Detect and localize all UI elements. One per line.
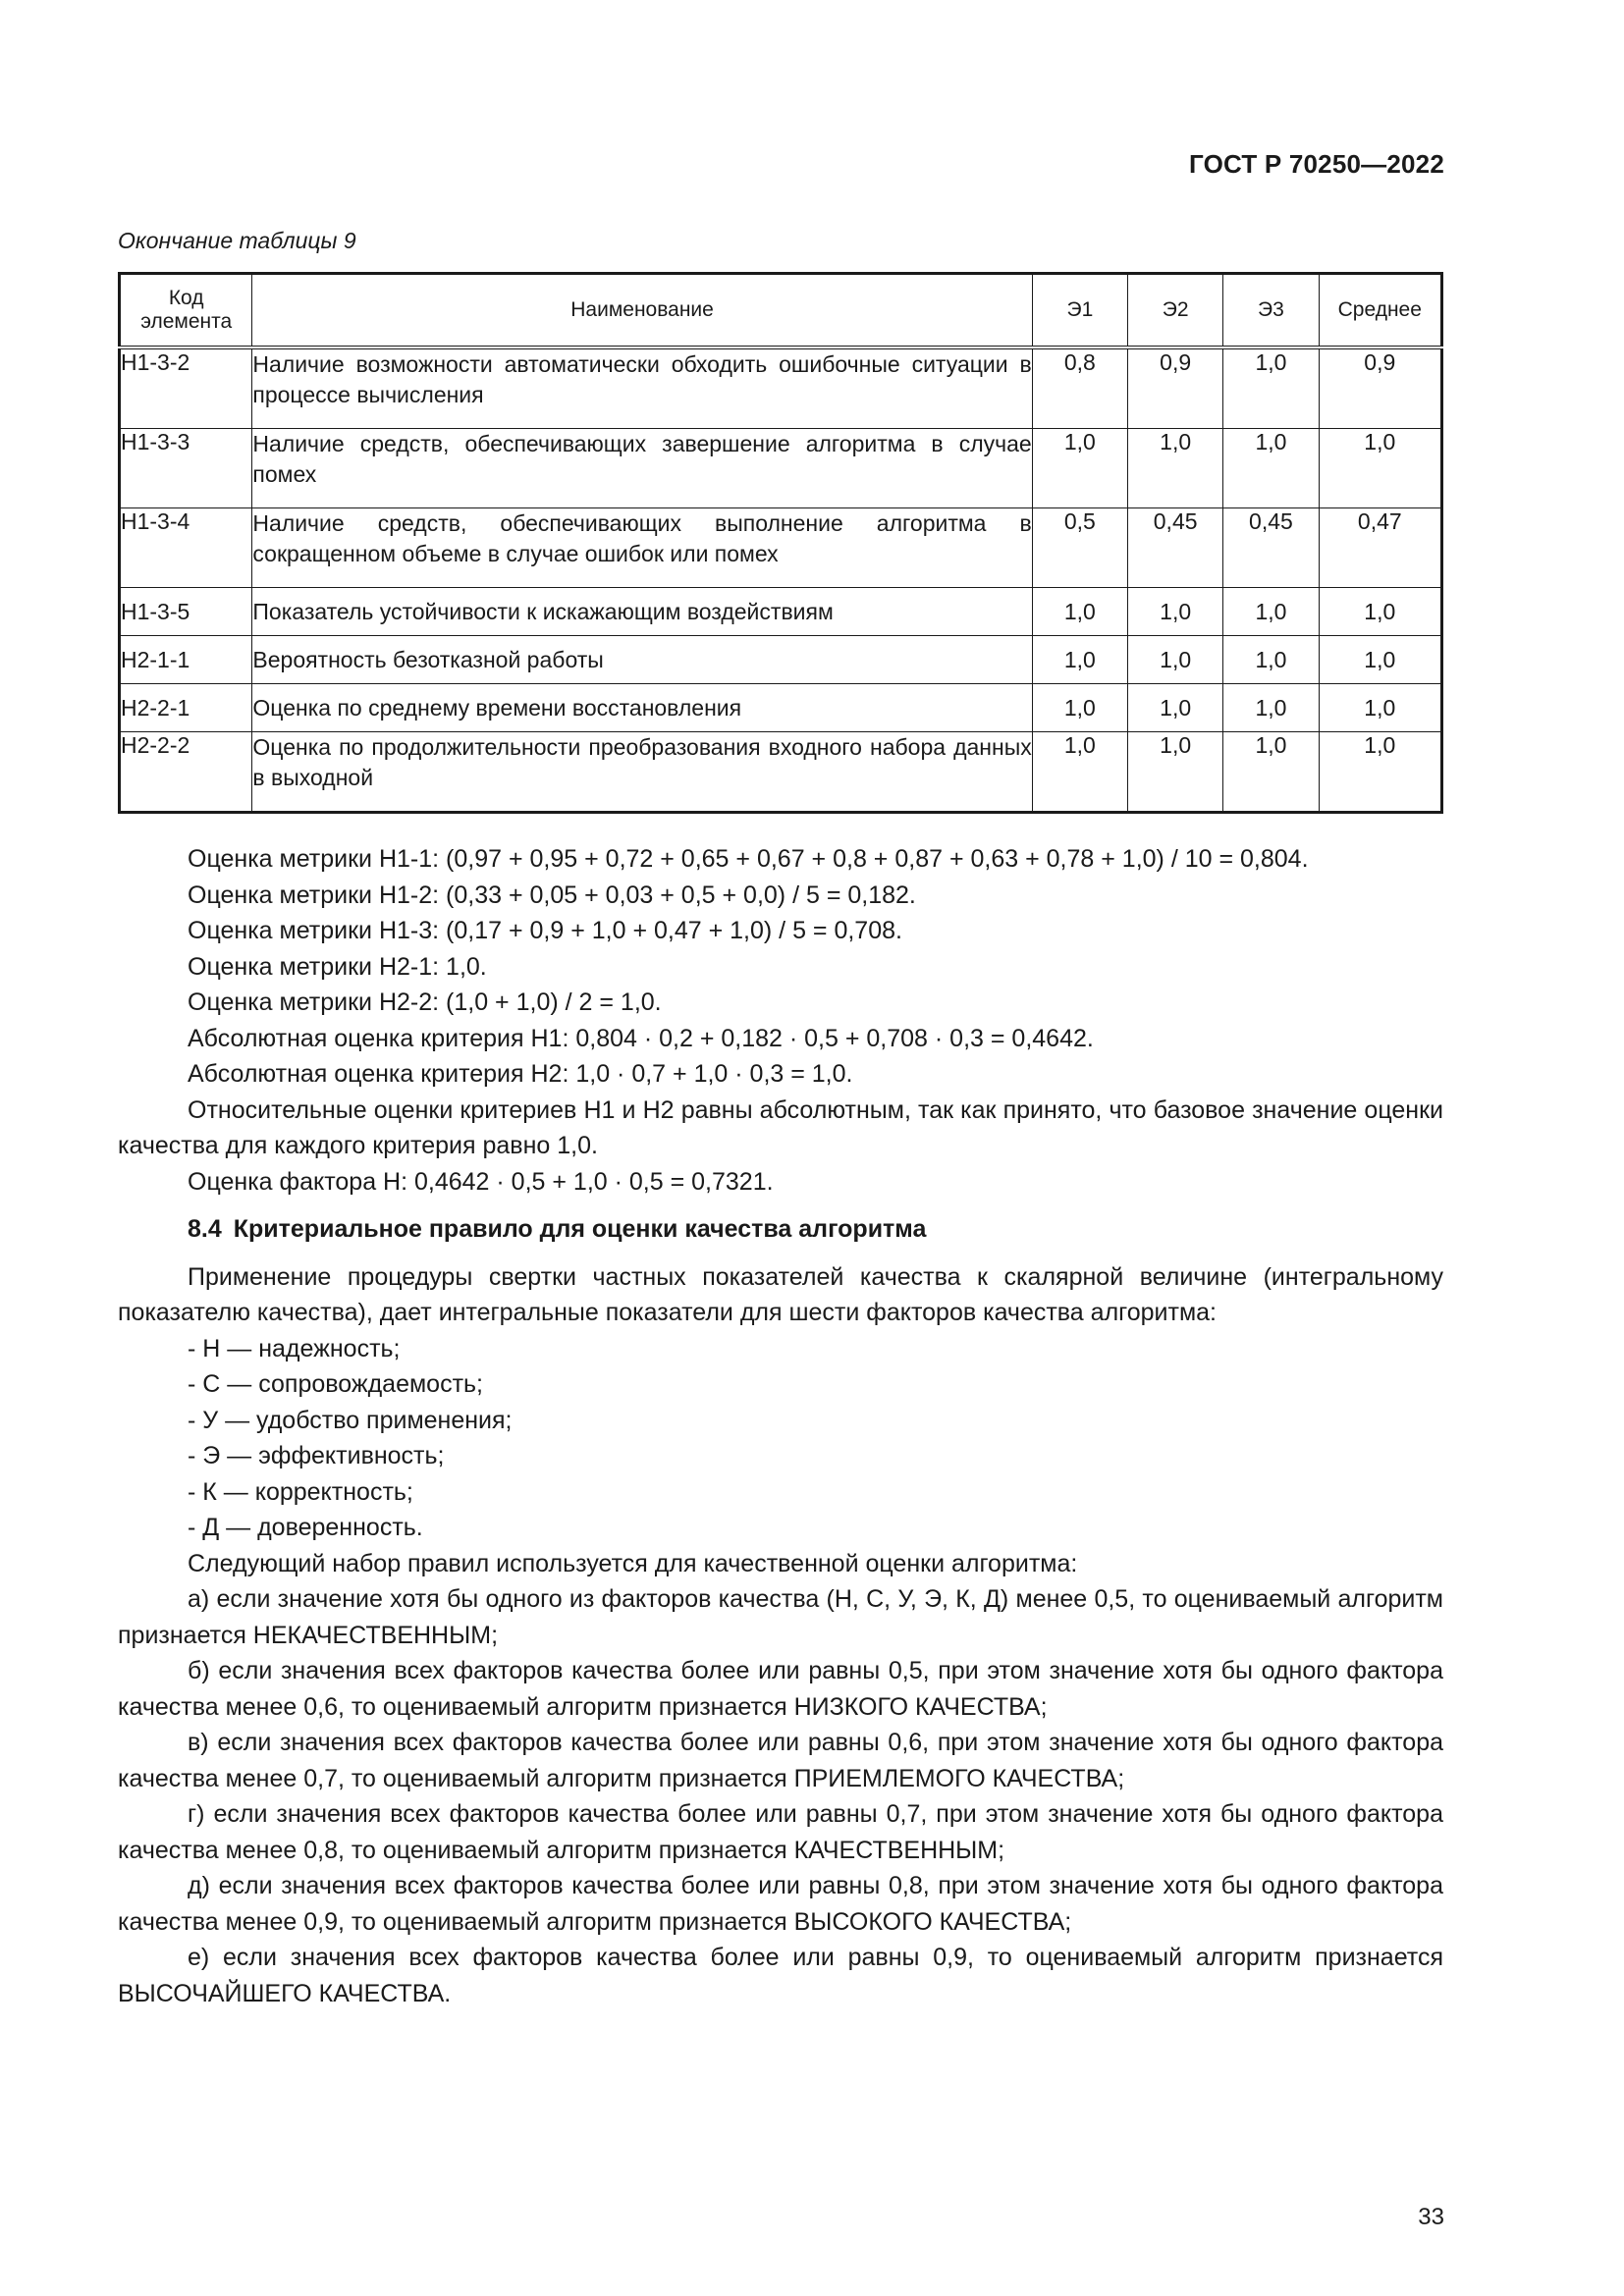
cell-e2: 1,0: [1128, 636, 1223, 684]
rule-item: б) если значения всех факторов качества более или равны 0,5, при этом значение хотя бы одного фактора качества менее 0,6, то оцениваемый алгоритм признается НИЗКОГО КАЧЕСТВА;: [118, 1657, 1443, 1721]
column-header-e1: Э1: [1032, 274, 1127, 348]
section-number: 8.4: [188, 1215, 222, 1243]
factor-item: - С — сопровождаемость;: [188, 1370, 484, 1398]
table-row: [120, 636, 1442, 684]
cell-avg: 1,0: [1319, 684, 1441, 732]
cell-code: Н2-2-1: [120, 684, 252, 732]
cell-e3: 1,0: [1223, 636, 1319, 684]
cell-e1: 1,0: [1032, 429, 1127, 508]
table-row: [120, 588, 1442, 636]
cell-avg: 1,0: [1319, 636, 1441, 684]
cell-code: Н1-3-5: [120, 588, 252, 636]
cell-name: Оценка по продолжительности преобразования входного набора данных в выходной: [252, 732, 1032, 813]
table-caption: Окончание таблицы 9: [118, 228, 356, 253]
cell-e2: 0,45: [1128, 508, 1223, 588]
rule-item: в) если значения всех факторов качества более или равны 0,6, при этом значение хотя бы одного фактора качества менее 0,7, то оцениваемый алгоритм признается ПРИЕМЛЕМОГО КАЧЕСТВА;: [118, 1729, 1443, 1792]
table-9: [118, 272, 1443, 814]
section-heading: [118, 1211, 1443, 1248]
document-header: ГОСТ Р 70250—2022: [1189, 149, 1444, 179]
cell-e3: 0,45: [1223, 508, 1319, 588]
document-body: [118, 841, 1443, 2011]
column-header-avg: Среднее: [1319, 274, 1441, 348]
column-header-code: Код элемента: [120, 274, 252, 348]
page-number: 33: [1418, 2204, 1444, 2230]
calc-line: Оценка фактора Н: 0,4642 · 0,5 + 1,0 · 0,5 = 0,7321.: [188, 1167, 774, 1196]
cell-avg: 0,47: [1319, 508, 1441, 588]
cell-name: Показатель устойчивости к искажающим воздействиям: [252, 588, 1032, 636]
calc-line: Оценка метрики Н1-1: (0,97 + 0,95 + 0,72 + 0,65 + 0,67 + 0,8 + 0,87 + 0,63 + 0,78 + 1,0) / 10 = 0,804.: [188, 845, 1309, 873]
cell-avg: 1,0: [1319, 732, 1441, 813]
cell-e1: 0,8: [1032, 347, 1127, 429]
rule-item: а) если значение хотя бы одного из факторов качества (Н, С, У, Э, К, Д) менее 0,5, то оцениваемый алгоритм признается НЕКАЧЕСТВЕННЫМ;: [118, 1585, 1443, 1649]
cell-e3: 1,0: [1223, 732, 1319, 813]
factor-item: - У — удобство применения;: [188, 1406, 513, 1434]
cell-e1: 0,5: [1032, 508, 1127, 588]
rules-intro: Следующий набор правил используется для качественной оценки алгоритма:: [188, 1549, 1078, 1577]
table-row: [120, 347, 1442, 429]
calc-line: Оценка метрики Н1-2: (0,33 + 0,05 + 0,03 + 0,5 + 0,0) / 5 = 0,182.: [188, 881, 916, 909]
factor-item: - Н — надежность;: [188, 1334, 401, 1362]
cell-avg: 1,0: [1319, 429, 1441, 508]
cell-e2: 1,0: [1128, 684, 1223, 732]
cell-e3: 1,0: [1223, 684, 1319, 732]
table-row: [120, 732, 1442, 813]
table-row: [120, 684, 1442, 732]
section-intro: Применение процедуры свертки частных показателей качества к скалярной величине (интегральному показателю качества), дает интегральные показатели для шести факторов качества алгоритма:: [118, 1262, 1443, 1326]
cell-code: Н1-3-3: [120, 429, 252, 508]
table-row: [120, 508, 1442, 588]
cell-e3: 1,0: [1223, 588, 1319, 636]
cell-e1: 1,0: [1032, 588, 1127, 636]
cell-name: Оценка по среднему времени восстановления: [252, 684, 1032, 732]
cell-code: Н2-1-1: [120, 636, 252, 684]
cell-e3: 1,0: [1223, 429, 1319, 508]
cell-e3: 1,0: [1223, 347, 1319, 429]
cell-e2: 0,9: [1128, 347, 1223, 429]
cell-name: Вероятность безотказной работы: [252, 636, 1032, 684]
cell-code: Н1-3-4: [120, 508, 252, 588]
rule-item: д) если значения всех факторов качества более или равны 0,8, при этом значение хотя бы одного фактора качества менее 0,9, то оцениваемый алгоритм признается ВЫСОКОГО КАЧЕСТВА;: [118, 1872, 1443, 1936]
table-header-row: [120, 274, 1442, 348]
cell-name: Наличие возможности автоматически обходить ошибочные ситуации в процессе вычисления: [252, 347, 1032, 429]
factor-item: - Э — эффективность;: [188, 1442, 445, 1469]
cell-code: Н1-3-2: [120, 347, 252, 429]
factor-item: - Д — доверенность.: [188, 1514, 423, 1541]
cell-e1: 1,0: [1032, 684, 1127, 732]
factor-item: - К — корректность;: [188, 1477, 413, 1506]
cell-name: Наличие средств, обеспечивающих выполнение алгоритма в сокращенном объеме в случае ошибок или помех: [252, 508, 1032, 588]
calc-line: Абсолютная оценка критерия Н2: 1,0 · 0,7 + 1,0 · 0,3 = 1,0.: [188, 1060, 853, 1088]
cell-e1: 1,0: [1032, 636, 1127, 684]
calc-line: Оценка метрики Н2-2: (1,0 + 1,0) / 2 = 1,0.: [188, 988, 662, 1016]
rule-item: г) если значения всех факторов качества более или равны 0,7, при этом значение хотя бы одного фактора качества менее 0,8, то оцениваемый алгоритм признается КАЧЕСТВЕННЫМ;: [118, 1800, 1443, 1864]
calc-line: Абсолютная оценка критерия Н1: 0,804 · 0,2 + 0,182 · 0,5 + 0,708 · 0,3 = 0,4642.: [188, 1024, 1094, 1052]
column-header-e2: Э2: [1128, 274, 1223, 348]
section-title: Критериальное правило для оценки качества алгоритма: [233, 1215, 927, 1243]
cell-e1: 1,0: [1032, 732, 1127, 813]
cell-avg: 0,9: [1319, 347, 1441, 429]
column-header-e3: Э3: [1223, 274, 1319, 348]
cell-name: Наличие средств, обеспечивающих завершение алгоритма в случае помех: [252, 429, 1032, 508]
column-header-name: Наименование: [252, 274, 1032, 348]
table-row: [120, 429, 1442, 508]
cell-e2: 1,0: [1128, 588, 1223, 636]
calc-paragraph: Относительные оценки критериев Н1 и Н2 равны абсолютным, так как принято, что базовое значение оценки качества для каждого критерия равно 1,0.: [118, 1095, 1443, 1159]
calc-line: Оценка метрики Н1-3: (0,17 + 0,9 + 1,0 + 0,47 + 1,0) / 5 = 0,708.: [188, 917, 902, 944]
cell-code: Н2-2-2: [120, 732, 252, 813]
cell-e2: 1,0: [1128, 429, 1223, 508]
cell-e2: 1,0: [1128, 732, 1223, 813]
cell-avg: 1,0: [1319, 588, 1441, 636]
calc-line: Оценка метрики Н2-1: 1,0.: [188, 952, 487, 981]
rule-item: е) если значения всех факторов качества более или равны 0,9, то оцениваемый алгоритм признается ВЫСОЧАЙШЕГО КАЧЕСТВА.: [118, 1944, 1443, 2007]
